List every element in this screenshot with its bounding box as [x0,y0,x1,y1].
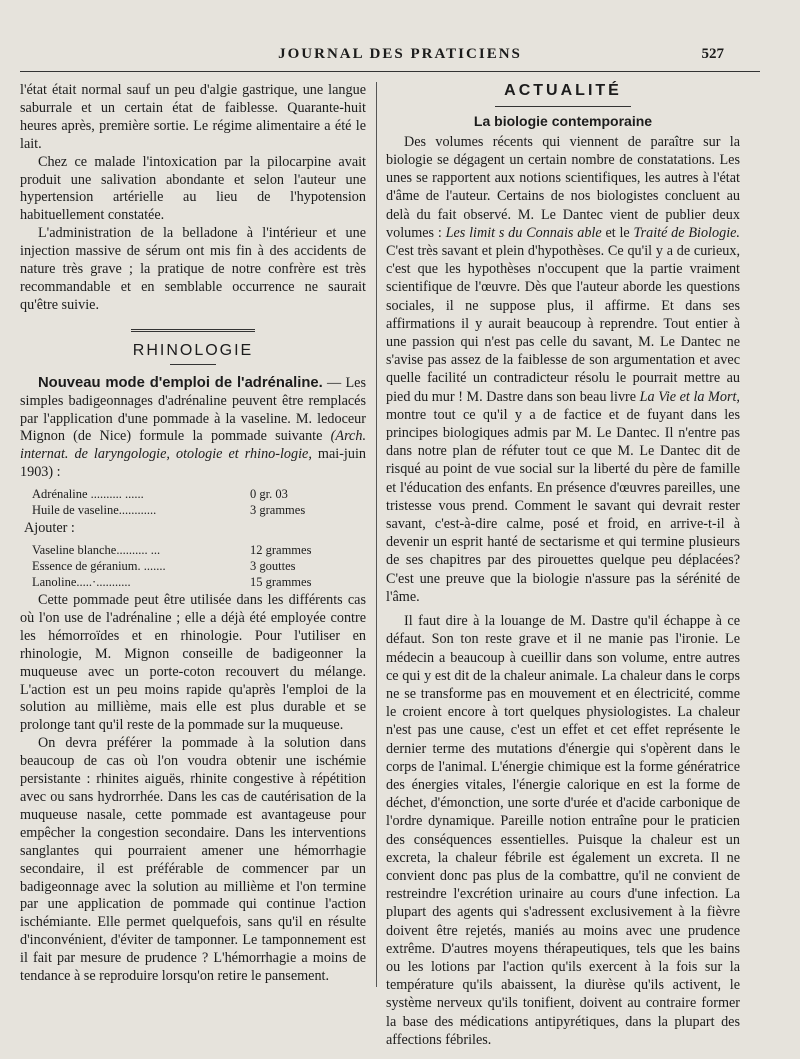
recipe-block-2 [20,542,366,590]
left-column [20,82,366,986]
ingredient-qty: 15 grammes [250,575,312,590]
header-rule [20,71,760,72]
section-separator [131,329,255,334]
recipe-row [20,558,366,574]
text-run: montre tout ce qu'il y a de factice et de fuyant dans les principes biologiques admis par M. Le Dantec. Il n'entre pas dans notre plan de réfuter tout ce que M. Le Dantec dit de risqué au point de vue social sur la liberté du père de famille et l'éducation des enfants. En présence d'œuvres pareilles, une tristesse vous prend. Comment le savant qui devrait rester savant, c'est-à-dire calme, posé et froid, en arrive-t-il à devenir un esprit hanté de sectarisme et qui termine plusieurs de ses chapitres par des pirouettes quelque peu déplacées? C'est une preuve que la biologie n'assure pas la sérénité de l'âme. [386,406,740,605]
page-header [0,38,800,78]
recipe-row [20,502,366,518]
ingredient-name: Adrénaline .......... ...... [32,487,144,502]
right-column [386,82,740,1049]
ingredient-qty: 0 gr. 03 [250,487,288,502]
book-title: Les limit s du Connais able [445,224,602,241]
recipe-row [20,574,366,590]
article-citation: (Arch. internat. de laryngologie, otologie et rhino-logie, [20,428,366,463]
recipe-block-1 [20,486,366,518]
ingredient-name: Essence de géranium. ....... [32,559,166,574]
article-intro-text: — Les simples badigeonnages d'adrénaline peuvent être remplacés par l'application d'une pommade à la vaseline. M. ledoceur Mignon (de Nice) formule la pommade suivante [20,374,366,445]
section-underline [495,106,631,107]
ingredient-name: Lanoline.....·........... [32,575,131,590]
paragraph: Cette pommade peut être utilisée dans les différents cas où l'on use de l'adrénaline ; elle a déjà été employée contre les hémorroïdes et en rhinologie. Pour l'utiliser en rhinologie, M. Mignon conseille de badigeonner la muqueuse avec un porte-coton recouvert du mélange. L'action est un peu moins rapide qu'après l'emploi de la solution au millième, mais elle est plus durable et se prolonge tant qu'il reste de la pommade sur la muqueuse. [20,592,366,734]
section-title-rhinologie: RHINOLOGIE [132,341,254,359]
paragraph: On devra préférer la pommade à la solution dans beaucoup de cas où l'on voudra obtenir une ischémie persistante : rhinites aiguës, rhinite congestive à répétition avec ou sans hydrorrhée. Dans les cas de cautérisation de la muqueuse nasale, cette pommade est avantageuse pour empêcher la congestion secondaire. Dans les interventions sanglantes qui pourraient amener une hémorrhagie secondaire, il est préférable de commencer par un badigeonnage avec la solution au millième et l'on termine par une application de pommade qui continue l'action ischémiante. Elle permet quelquefois, sans qu'il en résulte d'inconvénient, d'éviter de tamponner. Le tamponnement est il fait par mesure de prudence ? L'hémorrhagie a moins de tendance à se reproduire lorsqu'on retire le pansement. [20,735,366,985]
ingredient-qty: 3 gouttes [250,559,296,574]
paragraph [386,133,740,606]
ingredient-qty: 3 grammes [250,503,306,518]
ingredient-name: Huile de vaseline............ [32,503,157,518]
article-heading: Nouveau mode d'emploi de l'adrénaline. [38,374,323,391]
article-citation-date: mai-juin 1903) : [20,446,366,481]
text-run: Des volumes récents qui viennent de paraître sur la biologie se dégagent un certain nombre de constatations. Les unes se rapportent aux notions scientifiques, les autres à l'état d'âme de l'auteur. Certains de nos biologistes concluent au delà du fait observé. M. Le Dantec vient de publier deux volumes : [386,133,740,241]
article-title: La biologie contemporaine [473,112,653,129]
text-run: C'est très savant et plein d'hypothèses. Ce qu'il y a de curieux, c'est que les hypothèses n'occupent que la partie vraiment scientifique de l'œuvre. Dès que l'auteur aborde les questions sociales, il ne suppose plus, il affirme. Et dans ses affirmations il y aurait beaucoup à reprendre. Tout entier à une passion qui n'est pas celle du savant, M. Le Dantec ne s'avise pas assez de la faiblesse de son argumentation et avec quelle facilité un contradicteur résolu le pourrait mettre au pied du mur ! M. Dastre dans son beau livre [386,243,740,405]
recipe-row [20,542,366,558]
ingredient-qty: 12 grammes [250,543,312,558]
paragraph: Chez ce malade l'intoxication par la pilocarpine avait produit une salivation abondante et selon l'auteur une hypertension artérielle au lieu de l'hypotension habituellement constatée. [20,153,366,224]
ingredient-name: Vaseline blanche.......... ... [32,543,161,558]
article-intro [20,375,366,482]
section-title-actualite: ACTUALITÉ [504,82,622,99]
paragraph: L'administration de la belladone à l'intérieur et une injection massive de sérum ont mis fin à des accidents de nature très grave ; la pratique de notre confrère est très recommandable et en semblable occurrence ne saurait qu'être suivie. [20,225,366,313]
paragraph: l'état était normal sauf un peu d'algie gastrique, une langue saburrale et un certain état de faiblesse. Quarante-huit heures après, première sortie. Le régime alimentaire a été le lait. [20,82,366,152]
recipe-row [20,486,366,502]
book-title: La Vie et la Mort, [639,388,740,405]
column-divider [376,82,377,987]
ajouter-label: Ajouter : [24,520,75,537]
text-run: et le [601,224,634,241]
paragraph: Il faut dire à la louange de M. Dastre qu'il échappe à ce défaut. Son ton reste grave et il ne manie pas l'ironie. Le médecin a beaucoup à cueillir dans son volume, entre autres ce qui y est dit de la chaleur animale. La chaleur dans le corps ne se transforme pas en mouvement et en électricité, comme le croient encore à tort quelques physiologistes. La chaleur n'est pas une cause, c'est un effet et cet effet représente le dernier terme des mutations d'énergie qui s'opèrent dans le corps de l'animal. L'énergie chimique est la forme génératrice des énergies vitales, l'énergie calorique en est la forme de déchet, d'émonction, une sorte d'urée et d'acide carbonique de l'ordre dynamique. Pareille notion entraîne pour le praticien des conséquences essentielles. Puisque la chaleur est un excreta, la chaleur fébrile est également un excreta. Il ne convient donc pas plus de la combattre, qu'il ne convient de restreindre l'excrétion urinaire au cours d'une infection. La plupart des agents qui s'adressent exclusivement à la fièvre doivent être rejetés, maniés au moins avec une prudence extrême. D'autres moyens thérapeutiques, tels que les bains ou les lotions par l'action qu'ils exercent à la fois sur la température qu'ils abaissent, la diurèse qu'ils activent, le système nerveux qu'ils tonifient, doivent au contraire former la base des médications antipyrétiques, dans la plupart des affections fébriles. [386,613,740,1048]
section-underline [170,364,216,365]
journal-title: JOURNAL DES PRATICIENS [278,46,522,62]
book-title: Traité de Biologie. [633,224,740,241]
page-number: 527 [701,46,724,62]
